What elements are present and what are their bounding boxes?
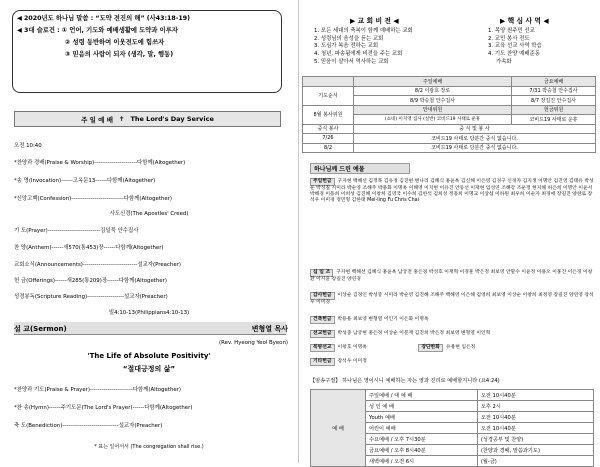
worship-name: 새벽예배 / 오전 6시: [366, 456, 478, 467]
meal-text: 코비드19 사태로 당분간 중식 없습니다.: [354, 134, 596, 144]
vision-item: 2. 성령님의 음성을 듣는 교회: [314, 35, 384, 42]
offering-label: 선교헌금: [310, 330, 335, 338]
service-header: [14, 111, 281, 127]
worship-time: 오전 10시40분: [477, 390, 593, 401]
offering-names: 구자현 백해선 김혜식 홍윤옥 남궁전 홍은경 박성호 이재혁 이경훈 박은정 최보영 안말수 이윤정 이용오 이홍진 이은경 이창환 이시윤 장길진 양연경: [310, 270, 593, 283]
offering-team-value: 코비드19 사태로 운휴: [512, 115, 596, 125]
offering-names: 유용현 임은정: [445, 345, 476, 350]
worship-time: (성경공부 및 찬양): [477, 434, 593, 445]
slogan-2: ② 성령 동반하여 이웃전도에 힘쓰자: [65, 39, 165, 46]
prayer-fri: 7/31 박승철 안수집사: [512, 86, 596, 96]
sermon-label: 설 교(Sermon): [14, 325, 67, 333]
service-title: 주 일 예 배: [81, 115, 113, 124]
service-subtitle: The Lord's Day Service: [130, 115, 214, 123]
page-divider: [298, 0, 299, 463]
offering-names: 박성중 남궁현 홍은경 이상순 이문재 김진희 박은정 최보영 변형열 이인혁: [337, 331, 491, 336]
worship-time: 오전 10시40분: [477, 423, 593, 434]
offering-names: 구자현 백해선 김정목 김유경 김진현 변나리 김혜식 홍윤옥 김신해 이은영 김경구 신경자 김지생 이명안 김진영 김태유 박성운 박성칠 시미라 박순영 조해주 박용화 이명옥 이해영 이지현 이유진 안동선 이재현 임성연 조해강 조운정 현지혜 허은희 이명안 이윤서 박해경 이동희 이희성 김진혜 이창희 김영국 이수희 김한석 김희성 정흥희 이명교 이상섭 이하원 최우희 이순자 최경애 장길진 양찬로 장석우 이미경 정민형 김한태 Mei-ling Fu Chris Chai: [310, 179, 594, 204]
offering-section: [310, 316, 596, 324]
worship-name: 어린이 예배: [366, 423, 478, 434]
mission-item: 가속화: [496, 58, 512, 65]
vision-title: ▶ 교 회 비 전 ◀: [350, 17, 399, 25]
order-item: *신앙고백(Confession)---------------------------다함께(Altogether): [14, 196, 172, 202]
slogan-row-1: [17, 25, 277, 37]
slogan-1: ① 언어, 기도와 예배생활에 도약과 이루자: [61, 27, 178, 34]
offering-names: 장석우 이미정: [337, 359, 367, 364]
order-item: *찬양과 경배(Praise & Worship)----------------------다함께(Altogether): [14, 160, 186, 166]
worship-label: 예 배: [311, 390, 366, 467]
col-friday: 금요예배: [512, 77, 596, 87]
order-item: 기 도(Prayer)---------------------------김일묵 안수집사: [14, 228, 139, 234]
offering-section: [310, 292, 596, 306]
col-sunday: 주일예배: [354, 77, 512, 87]
closing-item: *찬양과 기도(Praise & Prayer)----------------------다함께(Altogether): [14, 387, 181, 393]
stand-note: * 표는 일어서서 (The congregation shall rise.): [94, 444, 204, 450]
meal-head: 중 식 및 봉 사: [354, 124, 596, 134]
offerings-title: 하나님께 드린 예물: [310, 163, 410, 174]
offering-section: [310, 178, 596, 204]
worship-name: 수요예배 / 오후 7시30분: [366, 434, 478, 445]
prayer-sun: 8/9 박승철 안수집사: [354, 96, 512, 106]
mission-item: 1. 목양 원주민 선교: [488, 28, 535, 34]
order-item: 헌 금(Offerings)------새285(통209)장------다함께(Altogether): [14, 278, 167, 284]
vision-list: [314, 28, 413, 67]
order-item: 성경봉독(Scripture Reading)-------------------설교자(Preacher): [14, 294, 168, 300]
offering-label: 장단한화: [418, 344, 443, 352]
creed-label: 사도신경(The Apostles' Creed): [109, 211, 189, 217]
meal-date: 7/26: [303, 134, 354, 144]
vision-item: 5. 믿음이 살아서 역사하는 교회: [314, 58, 389, 65]
cross-icon: ✝: [119, 115, 125, 123]
offering-head: 헌금위원: [512, 105, 596, 115]
worship-name: 성 인 예 배: [366, 401, 478, 412]
offering-label: 북방선교: [310, 344, 335, 352]
order-item: *송 영(Invocation)------고옥문13------다함께(Altogether): [14, 178, 156, 184]
mission-list: [488, 28, 542, 67]
offering-section: [310, 358, 596, 366]
theme-word: ◀ 2020년도 하나님 말씀 : “도약 전진의 해” (사43:18-19): [17, 15, 191, 22]
prayer-fri: 8/7 장길진 안수집사: [512, 96, 596, 106]
offering-label: 감사헌금: [310, 292, 335, 300]
worship-name: Youth 예배: [366, 412, 478, 423]
right-page: [300, 0, 598, 463]
preacher-name: 변형열 목사: [251, 325, 288, 333]
offering-section: [310, 344, 596, 352]
offering-label: 기타헌금: [310, 358, 335, 366]
left-page: [0, 0, 298, 463]
preacher-name-en: (Rev. Hyeong Yeol Byeon): [219, 340, 288, 346]
meal-text: 코비드19 사태로 당분간 중식 없습니다.: [354, 143, 596, 153]
worship-time: (찬양과 경배, 말씀과기도): [477, 445, 593, 456]
worship-time: (월-금): [477, 456, 593, 467]
vision-item: 4. 청년, 파송됨에게 비전을 주는 교회: [314, 51, 403, 58]
closing-item: *찬 송(Hymn)------주기도문(The Lord's Prayer)------다함께(Altogether): [14, 405, 193, 411]
mission-item: 2. 교민 봉사 전도: [488, 35, 530, 42]
slogan-label: ◀ 3대 슬로건 :: [17, 27, 60, 34]
service-time: 오전 10:40: [14, 143, 42, 149]
worship-times-table: [310, 389, 594, 467]
sermon-title-kr: “절대긍정의 삶”: [122, 365, 176, 373]
closing-item: 축 도(Benediction)-----------------------------설교자(Preacher): [14, 423, 163, 429]
usher-head: 안내위원: [354, 105, 512, 115]
offering-names: 이상순 김경인 박성중 시미라 박순영 김진해 조해주 백해영 이은해 김영희 최보영 이상순 이창희 최정영 장길진 양연영 장석우 이미경: [310, 293, 594, 306]
prayer-sun: 8/2 이광호 장로: [354, 86, 512, 96]
slogan-3: ③ 믿음의 사람이 되자 (생각, 말, 행동): [65, 51, 174, 58]
vision-item: 3. 도심가 복음 전하는 교회: [314, 43, 379, 50]
offering-label: 십 일 조: [310, 269, 333, 277]
prayer-label: 기도순서: [303, 86, 354, 105]
annual-theme-box: [12, 10, 282, 93]
order-item: 교회소식(Announcements)----------------------------설교자(Preacher): [14, 262, 181, 268]
scripture-ref: 빌4:10-13(Philippians4:10-13): [108, 310, 190, 316]
meal-label: 중식 봉사: [303, 124, 354, 134]
service-schedule-table: [302, 76, 596, 153]
offering-names: 박용용 최보영 변형열 이인기 이은화 이명옥: [337, 317, 429, 322]
offering-section: [310, 269, 596, 283]
serve-label: 8월 봉사위원: [303, 105, 354, 124]
offering-names: 이창호 이명옥: [337, 345, 367, 350]
sermon-title-en: 'The Life of Absolute Positivity': [87, 352, 211, 360]
offering-label: 주일헌금: [310, 178, 335, 186]
offering-label: 건축헌금: [310, 316, 335, 324]
worship-time: 오전 10시40분: [477, 412, 593, 423]
memory-verse: 【암송구절】 하나님은 영이시니 예배하는 자는 영과 진리로 예배할지니라 (요4:24): [310, 378, 500, 384]
worship-name: 금요예배 / 오후 8시40분: [366, 445, 478, 456]
mission-item: 4. 기도 찬양 예배준동: [488, 51, 540, 58]
mission-title: ▶ 핵 심 사 역 ◀: [500, 17, 549, 25]
offering-section: [310, 330, 596, 338]
meal-date: 8/2: [303, 143, 354, 153]
vision-item: 1. 모든 세대의 축복이 함께 예배하는 교회: [314, 28, 413, 34]
worship-time: 오후 2시: [477, 401, 593, 412]
mission-item: 3. 교육 선교 사역 학습: [488, 43, 542, 50]
worship-name: 주일예배 / 대 예 배: [366, 390, 478, 401]
usher-value: (쇼네) 이지영 집사 (실반) 코비드19 사태로 운휴: [354, 115, 512, 125]
order-item: 찬 양(Anthem)------새570(통453)장------다함께(Altogether): [14, 245, 164, 251]
